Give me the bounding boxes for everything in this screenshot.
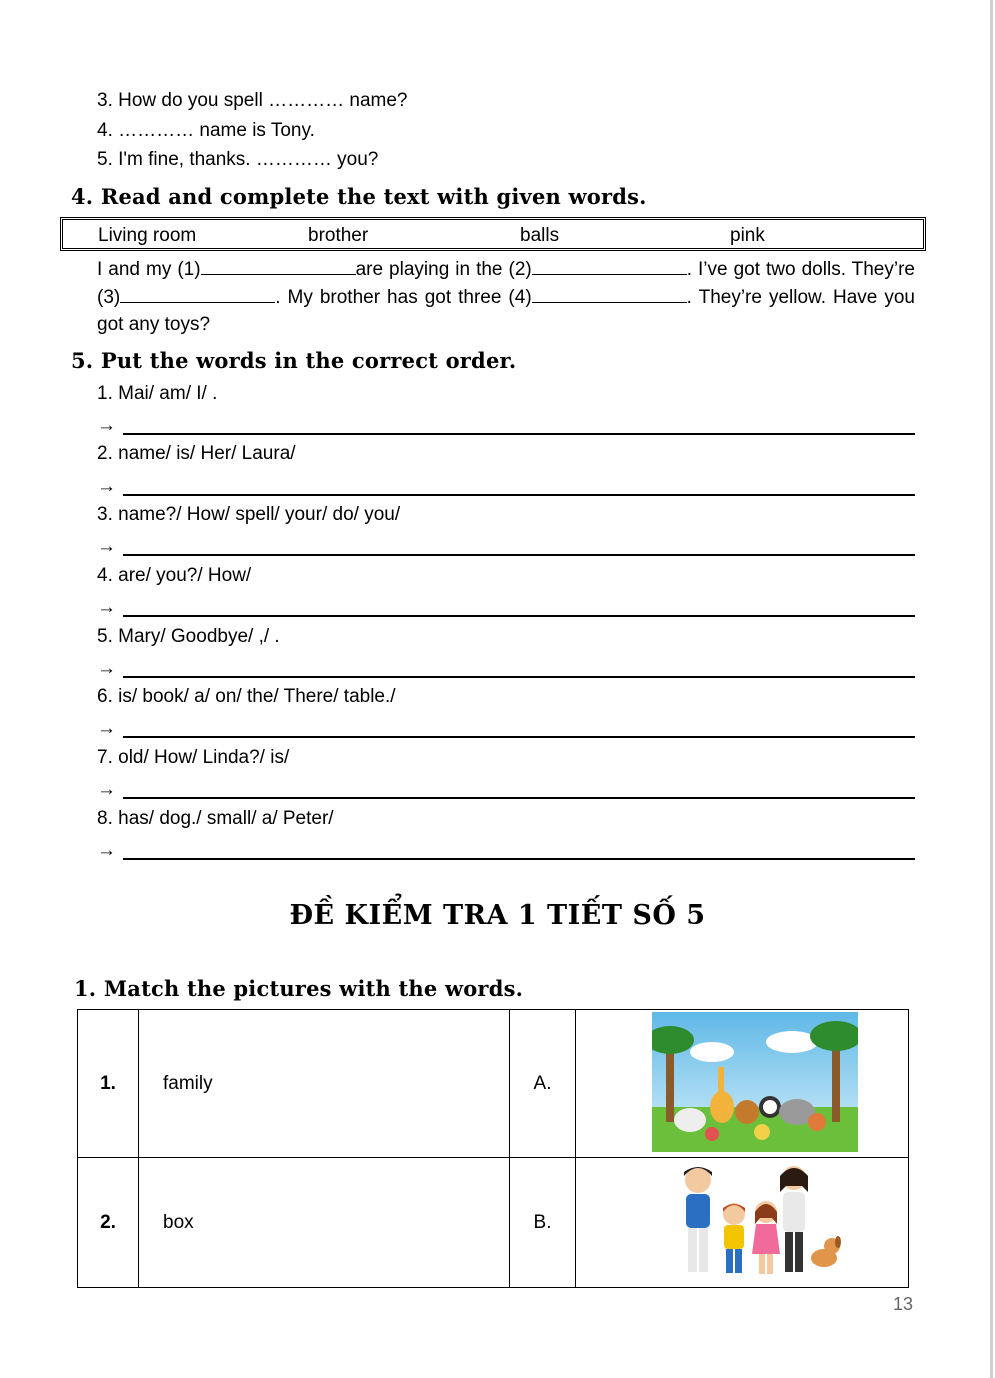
arrow-icon: →	[97, 597, 116, 618]
para-part-3: . I’ve got two dolls. They’re (3)	[97, 259, 915, 308]
ex5-item-7: 7. old/ How/ Linda?/ is/	[97, 747, 290, 768]
row-word: box	[139, 1158, 510, 1288]
zoo-animals-picture	[652, 1012, 858, 1152]
answer-line-5[interactable]	[123, 676, 915, 678]
ex5-item-3: 3. name?/ How/ spell/ your/ do/ you/	[97, 504, 401, 525]
arrow-icon: →	[97, 476, 116, 497]
row-letter: A.	[510, 1010, 576, 1158]
ex5-item-1: 1. Mai/ am/ I/ .	[97, 383, 218, 404]
word-4: pink	[730, 225, 765, 246]
answer-line-6[interactable]	[123, 736, 915, 738]
ex5-heading: 5. Put the words in the correct order.	[71, 348, 517, 373]
picture-cell	[576, 1158, 909, 1288]
para-part-1: I and my (1)	[97, 259, 201, 280]
table-row	[78, 1158, 909, 1288]
answer-line-4[interactable]	[123, 615, 915, 617]
blank-1[interactable]	[201, 256, 356, 275]
test-title: ĐỀ KIỂM TRA 1 TIẾT SỐ 5	[289, 900, 706, 931]
arrow-icon: →	[97, 779, 116, 800]
para-part-5: . They’re yellow. Have you got any toys?	[97, 286, 915, 335]
ex5-item-8: 8. has/ dog./ small/ a/ Peter/	[97, 808, 334, 829]
word-1: Living room	[98, 225, 197, 246]
answer-line-2[interactable]	[123, 494, 915, 496]
para-part-2: are playing in the (2)	[355, 259, 532, 280]
ex3-item-4: 4. ………… name is Tony.	[97, 120, 315, 141]
arrow-icon: →	[97, 415, 116, 436]
blank-4[interactable]	[532, 284, 687, 303]
match-heading: 1. Match the pictures with the words.	[74, 976, 524, 1001]
word-3: balls	[520, 225, 560, 246]
ex5-item-6: 6. is/ book/ a/ on/ the/ There/ table./	[97, 686, 396, 707]
ex4-paragraph	[97, 256, 915, 339]
page-edge	[990, 0, 993, 1378]
row-letter: B.	[510, 1158, 576, 1288]
blank-2[interactable]	[532, 256, 687, 275]
arrow-icon: →	[97, 718, 116, 739]
blank-3[interactable]	[120, 284, 275, 303]
arrow-icon: →	[97, 658, 116, 679]
ex3-item-5: 5. I'm fine, thanks. ………… you?	[97, 149, 379, 170]
word-2: brother	[308, 225, 369, 246]
ex4-heading: 4. Read and complete the text with given words.	[71, 184, 647, 209]
picture-cell	[576, 1010, 909, 1158]
para-part-4: . My brother has got three (4)	[275, 286, 532, 308]
answer-line-8[interactable]	[123, 858, 915, 860]
word-box	[60, 217, 926, 251]
table-row	[78, 1010, 909, 1158]
arrow-icon: →	[97, 536, 116, 557]
answer-line-7[interactable]	[123, 797, 915, 799]
ex5-item-4: 4. are/ you?/ How/	[97, 565, 252, 586]
row-word: family	[139, 1010, 510, 1158]
row-number: 1.	[78, 1010, 139, 1158]
arrow-icon: →	[97, 840, 116, 861]
row-number: 2.	[78, 1158, 139, 1288]
ex5-item-5: 5. Mary/ Goodbye/ ,/ .	[97, 626, 280, 647]
ex3-item-3: 3. How do you spell ………… name?	[97, 90, 408, 111]
ex5-item-2: 2. name/ is/ Her/ Laura/	[97, 443, 296, 464]
family-picture	[662, 1162, 848, 1282]
answer-line-1[interactable]	[123, 433, 915, 435]
match-table	[77, 1009, 909, 1288]
page-number: 13	[893, 1294, 914, 1314]
answer-line-3[interactable]	[123, 554, 915, 556]
